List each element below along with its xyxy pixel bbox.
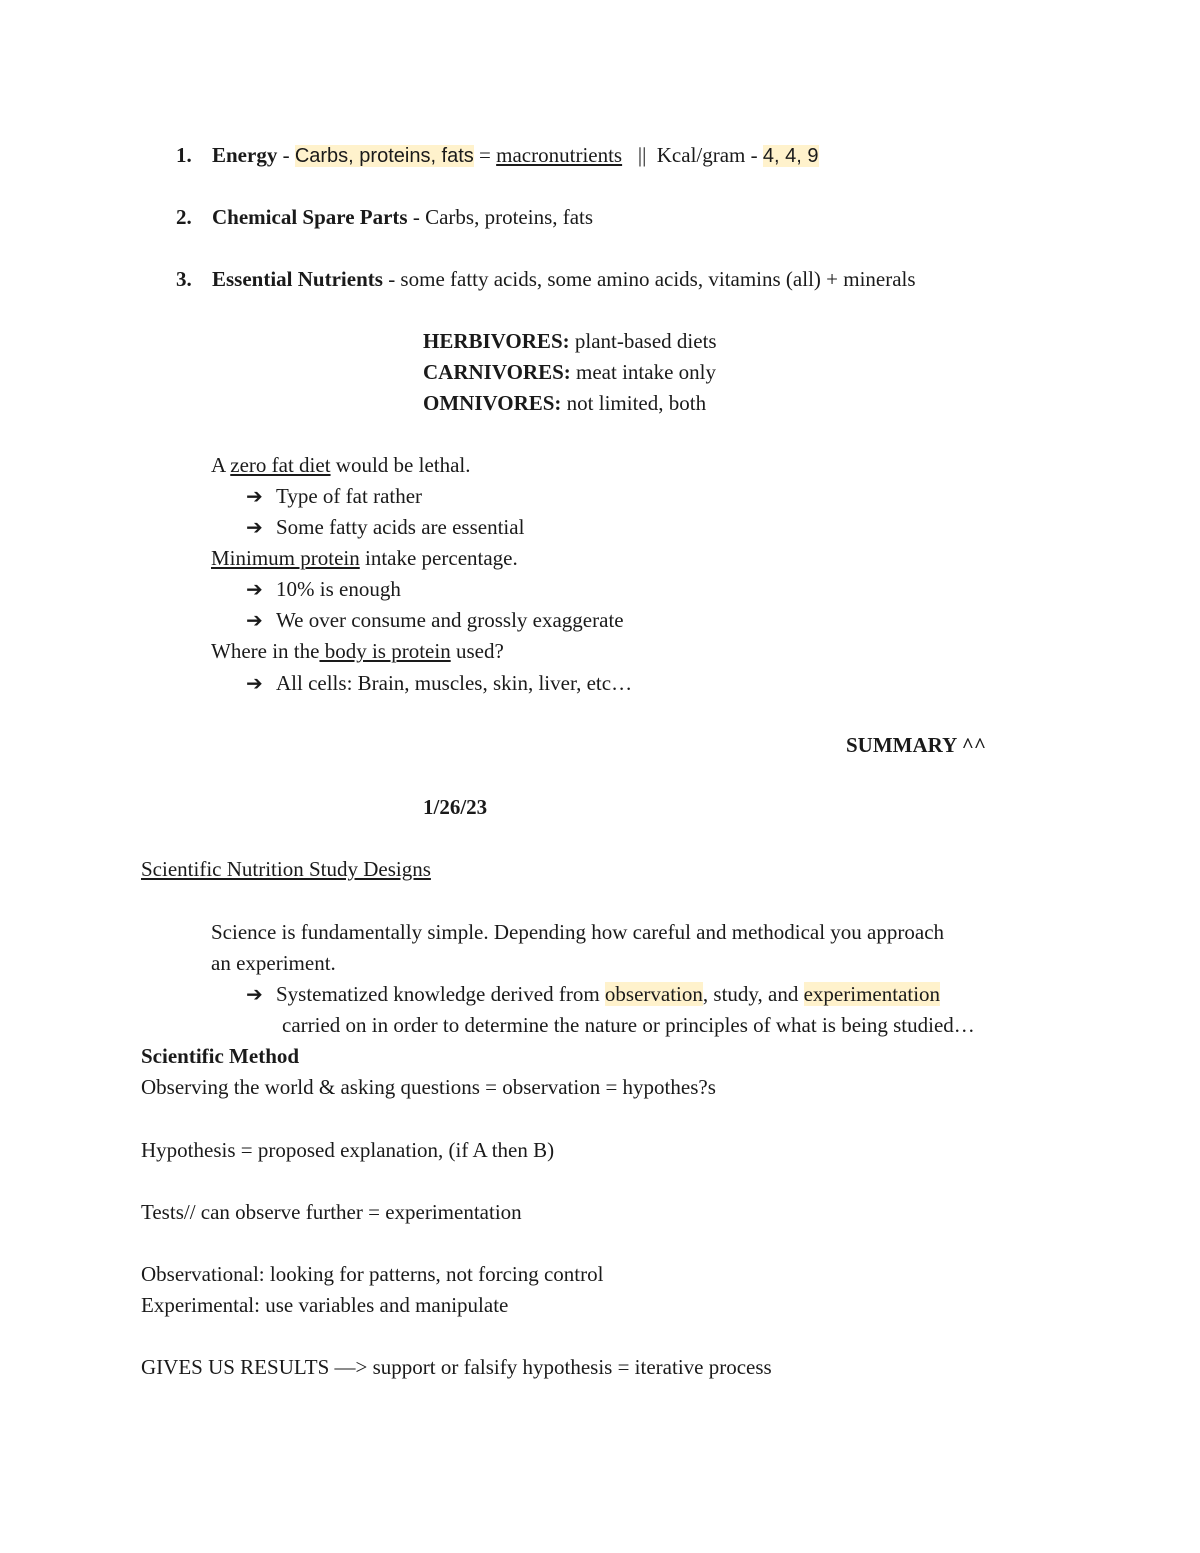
underlined-macronutrients: macronutrients: [496, 143, 623, 167]
underlined-body-protein: body is protein: [319, 639, 451, 663]
bullet-text: Some fatty acids are essential: [276, 515, 525, 539]
list-item-energy: [176, 143, 819, 168]
equals: =: [473, 143, 497, 167]
diet-label: CARNIVORES:: [423, 360, 571, 384]
section-title: [141, 857, 431, 882]
term-spare-parts: Chemical Spare Parts: [212, 205, 408, 229]
arrow-icon: ➔: [246, 671, 263, 695]
science-line-1: Science is fundamentally simple. Depending how careful and methodical you approach: [211, 920, 945, 944]
separator: -: [277, 143, 295, 167]
diet-text: plant-based diets: [569, 329, 717, 353]
bullet-text: All cells: Brain, muscles, skin, liver, etc…: [276, 671, 633, 695]
bullet-text: We over consume and grossly exaggerate: [276, 608, 624, 632]
diet-label: HERBIVORES:: [423, 329, 570, 353]
list-item-spare-parts: [176, 205, 593, 230]
diet-text: meat intake only: [570, 360, 716, 384]
bullet-continuation: carried on in order to determine the nature or principles of what is being studied…: [282, 1013, 975, 1037]
diet-herbivores: [423, 329, 717, 354]
method-line: Tests// can observe further = experimentation: [141, 1200, 522, 1224]
text: A: [211, 453, 231, 477]
term-essential: Essential Nutrients: [212, 267, 383, 291]
list-text: - some fatty acids, some amino acids, vitamins (all) + minerals: [382, 267, 916, 291]
bullet-item: [246, 671, 632, 696]
text: intake percentage.: [359, 546, 518, 570]
list-text: - Carbs, proteins, fats: [407, 205, 594, 229]
list-number: 2.: [176, 205, 192, 229]
term-energy: Energy: [212, 143, 278, 167]
highlight-kcal-values: 4, 4, 9: [762, 145, 819, 167]
section-title-text: Scientific Nutrition Study Designs: [141, 857, 431, 881]
text: would be lethal.: [330, 453, 471, 477]
bullet-item: [246, 608, 624, 633]
list-number: 3.: [176, 267, 192, 291]
diet-label: OMNIVORES:: [423, 391, 562, 415]
arrow-icon: ➔: [246, 515, 263, 539]
highlight-observation: observation: [604, 982, 703, 1006]
bullet-text: , study, and: [702, 982, 804, 1006]
list-item-essential: [176, 267, 916, 292]
highlight-experimentation: experimentation: [803, 982, 941, 1006]
diet-carnivores: [423, 360, 716, 385]
bullet-item: [246, 484, 422, 509]
bullet-item: [246, 515, 524, 540]
method-line: Hypothesis = proposed explanation, (if A then B): [141, 1138, 555, 1162]
bullet-text: Type of fat rather: [276, 484, 423, 508]
arrow-icon: ➔: [246, 577, 263, 601]
arrow-icon: ➔: [246, 608, 263, 632]
date-heading: [423, 795, 487, 820]
list-number: 1.: [176, 143, 192, 167]
highlight-macros: Carbs, proteins, fats: [294, 145, 474, 167]
diet-omnivores: [423, 391, 706, 416]
method-line: Observational: looking for patterns, not forcing control: [141, 1262, 604, 1286]
where-protein-line: [211, 639, 504, 664]
bullet-text: 10% is enough: [276, 577, 401, 601]
bullet-item: [246, 577, 401, 602]
science-line-2: an experiment.: [211, 951, 336, 975]
summary-text: SUMMARY ^^: [846, 733, 987, 757]
method-line: GIVES US RESULTS —> support or falsify hypothesis = iterative process: [141, 1355, 772, 1379]
kcal-label: || Kcal/gram -: [622, 143, 763, 167]
min-protein-line: [211, 546, 518, 571]
arrow-icon: ➔: [246, 982, 263, 1006]
text: used?: [450, 639, 504, 663]
method-line: Experimental: use variables and manipulate: [141, 1293, 509, 1317]
method-heading: [141, 1044, 299, 1069]
bullet-item: [246, 982, 940, 1007]
summary-label: [846, 733, 986, 758]
method-line: Observing the world & asking questions = observation = hypothes?s: [141, 1075, 716, 1099]
method-heading-text: Scientific Method: [141, 1044, 300, 1068]
diet-text: not limited, both: [561, 391, 707, 415]
zero-fat-line: [211, 453, 471, 478]
underlined-min-protein: Minimum protein: [211, 546, 360, 570]
arrow-icon: ➔: [246, 484, 263, 508]
date-text: 1/26/23: [423, 795, 488, 819]
underlined-zero-fat: zero fat diet: [230, 453, 331, 477]
text: Where in the: [211, 639, 320, 663]
bullet-text: Systematized knowledge derived from: [276, 982, 605, 1006]
